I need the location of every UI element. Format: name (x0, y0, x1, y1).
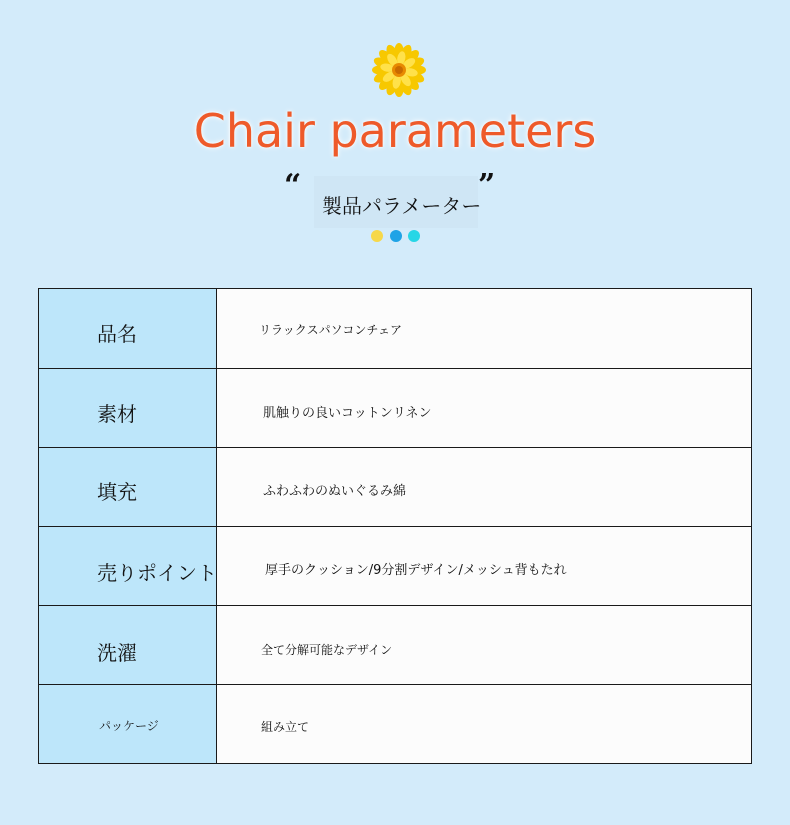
param-value: 厚手のクッション/9分割デザイン/メッシュ背もたれ (265, 563, 567, 578)
parameter-table (38, 288, 752, 764)
param-label-cell (39, 606, 217, 685)
subtitle: 製品パラメーター (322, 194, 482, 218)
param-label-cell (39, 685, 217, 764)
table-row (39, 448, 752, 527)
table-row (39, 369, 752, 448)
table-row (39, 289, 752, 369)
blue-dot-icon (390, 230, 402, 242)
subtitle-block (282, 168, 502, 230)
param-value: ふわふわのぬいぐるみ綿 (263, 484, 407, 499)
param-value-cell (217, 527, 752, 606)
param-value-cell (217, 369, 752, 448)
decorative-dots (371, 230, 421, 240)
param-label-cell (39, 448, 217, 527)
yellow-dot-icon (371, 230, 383, 242)
open-quote-icon: “ (284, 168, 302, 203)
param-value: 組み立て (261, 720, 310, 734)
param-value-cell (217, 448, 752, 527)
param-label: 素材 (97, 402, 137, 426)
daisy-flower-icon (371, 42, 427, 98)
table-row (39, 527, 752, 606)
table-row (39, 685, 752, 764)
param-label: パッケージ (99, 719, 159, 733)
table-row (39, 606, 752, 685)
close-quote-icon: ” (478, 168, 496, 203)
param-label: 填充 (97, 480, 137, 504)
param-label: 売りポイント (97, 561, 217, 585)
param-value: 肌触りの良いコットンリネン (263, 406, 432, 421)
param-value-cell (217, 606, 752, 685)
param-label-cell (39, 369, 217, 448)
param-value: リラックスパソコンチェア (259, 323, 403, 337)
param-label: 品名 (97, 322, 137, 346)
param-label-cell (39, 289, 217, 369)
param-value: 全て分解可能なデザイン (261, 643, 393, 657)
page-title: Chair parameters (193, 104, 597, 158)
param-label: 洗濯 (97, 641, 137, 665)
param-value-cell (217, 685, 752, 764)
param-value-cell (217, 289, 752, 369)
cyan-dot-icon (408, 230, 420, 242)
param-label-cell (39, 527, 217, 606)
